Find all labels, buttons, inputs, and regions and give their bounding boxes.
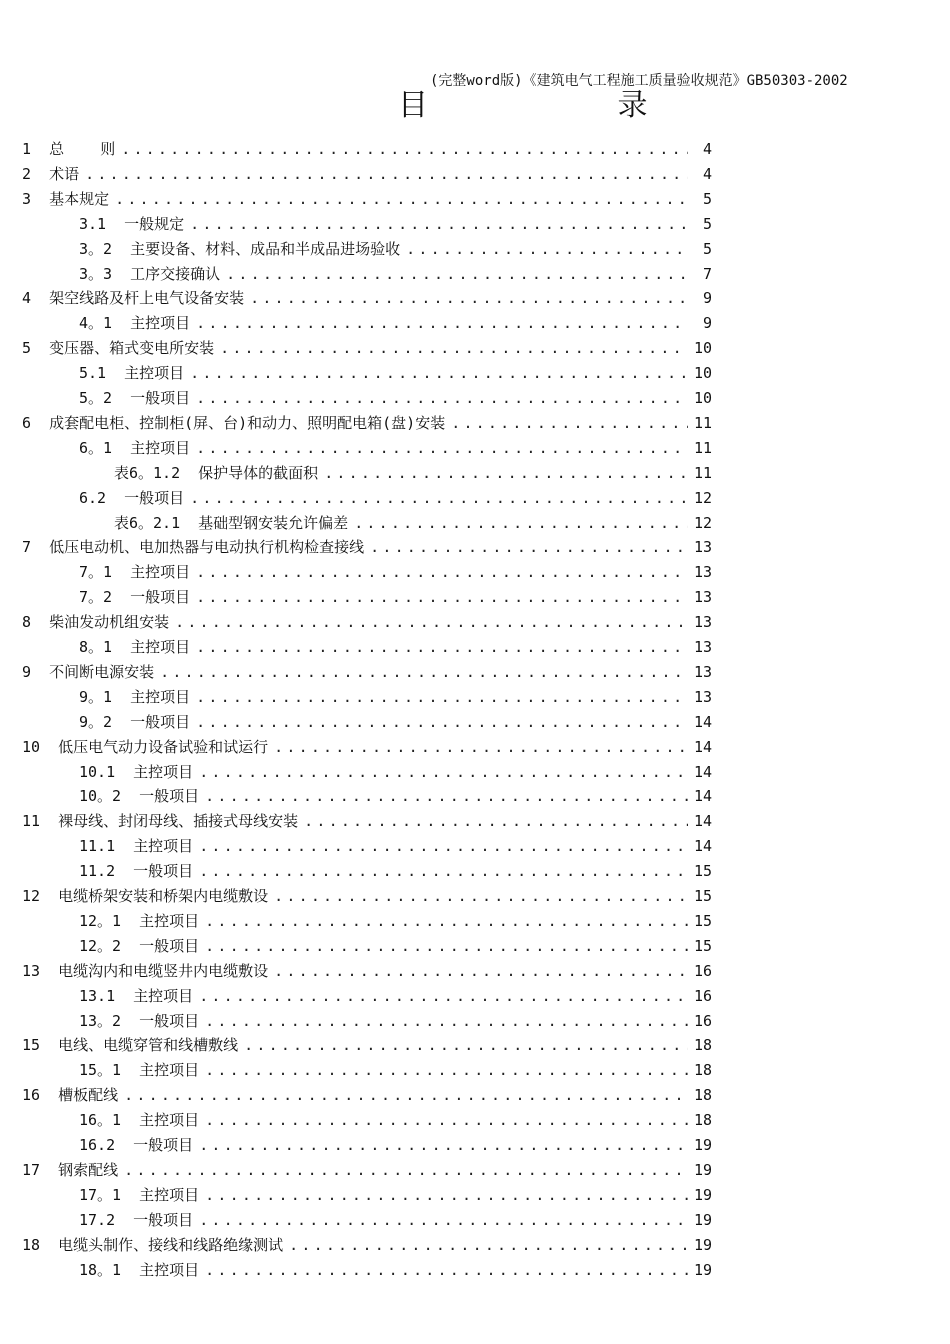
toc-entry-label: 表6。2.1 基础型钢安装允许偏差 (114, 513, 349, 532)
toc-entry-label: 12。2 一般项目 (79, 936, 200, 955)
toc-entry[interactable] (79, 934, 712, 959)
dot-leader (121, 137, 688, 162)
toc-entry[interactable] (22, 959, 712, 984)
toc-entry-page-number: 13 (693, 613, 712, 632)
toc-entry-label: 10。2 一般项目 (79, 787, 200, 806)
dot-leader (199, 1133, 688, 1158)
toc-entry[interactable] (22, 735, 712, 760)
toc-entry[interactable] (79, 710, 712, 735)
toc-entry-label: 6.2 一般项目 (79, 488, 185, 507)
dot-leader (160, 660, 688, 685)
dot-leader (196, 710, 688, 735)
toc-entry-page-number: 15 (693, 911, 712, 930)
dot-leader (196, 560, 688, 585)
toc-entry-label: 16。1 主控项目 (79, 1111, 200, 1130)
toc-entry[interactable] (22, 137, 712, 162)
toc-entry-page-number: 19 (693, 1210, 712, 1229)
toc-entry-label: 3。2 主要设备、材料、成品和半成品进场验收 (79, 239, 401, 258)
toc-entry-label: 7。1 主控项目 (79, 563, 191, 582)
dot-leader (196, 585, 688, 610)
toc-entry-label: 18。1 主控项目 (79, 1260, 200, 1279)
toc-entry-label: 10 低压电气动力设备试验和试运行 (22, 737, 269, 756)
toc-entry-page-number: 10 (693, 339, 712, 358)
toc-entry[interactable] (79, 237, 712, 262)
toc-entry-label: 7 低压电动机、电加热器与电动执行机构检查接线 (22, 538, 365, 557)
dot-leader (196, 436, 688, 461)
toc-entry-label: 13.1 主控项目 (79, 986, 194, 1005)
toc-entry[interactable] (79, 859, 712, 884)
toc-entry-page-number: 14 (693, 737, 712, 756)
dot-leader (274, 884, 688, 909)
toc-entry-page-number: 14 (693, 837, 712, 856)
dot-leader (226, 262, 688, 287)
toc-entry[interactable] (79, 909, 712, 934)
toc-entry-page-number: 19 (693, 1160, 712, 1179)
toc-entry-label: 10.1 主控项目 (79, 762, 194, 781)
toc-entry[interactable] (22, 610, 712, 635)
dot-leader (205, 1183, 688, 1208)
dot-leader (85, 162, 688, 187)
toc-entry-label: 3。3 工序交接确认 (79, 264, 221, 283)
toc-entry[interactable] (22, 336, 712, 361)
toc-entry-label: 4。1 主控项目 (79, 314, 191, 333)
dot-leader (199, 859, 688, 884)
toc-entry-page-number: 14 (693, 787, 712, 806)
toc-entry[interactable] (79, 1208, 712, 1233)
dot-leader (205, 909, 688, 934)
toc-entry-label: 11.1 主控项目 (79, 837, 194, 856)
dot-leader (196, 386, 688, 411)
dot-leader (244, 1033, 688, 1058)
toc-entry[interactable] (22, 1233, 712, 1258)
toc-entry-page-number: 10 (693, 389, 712, 407)
toc-entry-label: 16 槽板配线 (22, 1086, 119, 1105)
toc-entry-page-number: 19 (693, 1136, 712, 1154)
toc-entry-page-number: 14 (693, 712, 712, 731)
toc-entry[interactable] (22, 187, 712, 212)
toc-entry[interactable] (79, 1133, 712, 1158)
dot-leader (304, 809, 688, 834)
toc-entry-page-number: 19 (693, 1260, 712, 1279)
toc-entry-page-number: 4 (702, 164, 712, 183)
dot-leader (354, 511, 688, 536)
dot-leader (205, 1108, 688, 1133)
toc-entry[interactable] (79, 1058, 712, 1083)
toc-entry-page-number: 19 (693, 1235, 712, 1254)
dot-leader (196, 685, 688, 710)
toc-entry[interactable] (114, 461, 712, 486)
toc-entry-label: 15。1 主控项目 (79, 1061, 200, 1080)
toc-entry[interactable] (79, 760, 712, 785)
toc-entry[interactable] (79, 361, 712, 386)
toc-entry-page-number: 16 (693, 986, 712, 1005)
toc-entry[interactable] (79, 984, 712, 1009)
dot-leader (205, 934, 688, 959)
toc-entry[interactable] (79, 635, 712, 660)
toc-entry-label: 6 成套配电柜、控制柜(屏、台)和动力、照明配电箱(盘)安装 (22, 413, 446, 432)
dot-leader (190, 361, 688, 386)
toc-entry-page-number: 13 (693, 538, 712, 557)
toc-entry-label: 12。1 主控项目 (79, 911, 200, 930)
toc-entry-page-number: 16 (693, 961, 712, 980)
dot-leader (199, 834, 688, 859)
toc-entry-page-number: 14 (693, 762, 712, 781)
toc-entry[interactable] (114, 511, 712, 536)
toc-entry[interactable] (79, 311, 712, 336)
toc-entry[interactable] (22, 1158, 712, 1183)
toc-entry[interactable] (79, 486, 712, 511)
toc-entry[interactable] (79, 1108, 712, 1133)
dot-leader (196, 635, 688, 660)
toc-entry[interactable] (22, 1033, 712, 1058)
toc-entry-label: 6。1 主控项目 (79, 438, 191, 457)
dot-leader (205, 1058, 688, 1083)
toc-entry[interactable] (22, 884, 712, 909)
toc-entry-page-number: 5 (702, 214, 712, 233)
toc-entry[interactable] (22, 660, 712, 685)
toc-entry-page-number: 11 (693, 413, 712, 432)
toc-entry-label: 8。1 主控项目 (79, 638, 191, 656)
toc-entry-page-number: 13 (693, 638, 712, 656)
toc-entry-page-number: 18 (693, 1111, 712, 1130)
toc-entry-label: 3 基本规定 (22, 189, 110, 208)
toc-entry-label: 13 电缆沟内和电缆竖井内电缆敷设 (22, 961, 269, 980)
dot-leader (199, 760, 688, 785)
toc-entry-page-number: 5 (702, 189, 712, 208)
dot-leader (274, 959, 688, 984)
toc-entry-page-number: 19 (693, 1185, 712, 1204)
toc-entry-label: 5 变压器、箱式变电所安装 (22, 339, 215, 358)
toc-entry-page-number: 9 (702, 314, 712, 333)
toc-entry-page-number: 11 (693, 438, 712, 457)
toc-entry-label: 3.1 一般规定 (79, 214, 185, 233)
toc-entry[interactable] (79, 585, 712, 610)
toc-entry-label: 16.2 一般项目 (79, 1136, 194, 1154)
toc-entry-page-number: 12 (693, 513, 712, 532)
toc-entry[interactable] (79, 560, 712, 585)
toc-entry[interactable] (22, 535, 712, 560)
toc-entry[interactable] (79, 212, 712, 237)
dot-leader (205, 1258, 688, 1283)
toc-entry[interactable] (79, 262, 712, 287)
toc-entry[interactable] (79, 1009, 712, 1034)
toc-entry[interactable] (22, 162, 712, 187)
dot-leader (324, 461, 688, 486)
toc-entry-label: 15 电线、电缆穿管和线槽敷线 (22, 1036, 239, 1055)
toc-entry-page-number: 15 (693, 936, 712, 955)
toc-entry-page-number: 18 (693, 1086, 712, 1105)
toc-entry[interactable] (79, 1258, 712, 1283)
dot-leader (190, 212, 688, 237)
toc-entry[interactable] (79, 685, 712, 710)
toc-entry[interactable] (22, 411, 712, 436)
toc-entry-label: 9。2 一般项目 (79, 712, 191, 731)
toc-entry-label: 7。2 一般项目 (79, 588, 191, 607)
toc-entry-label: 2 术语 (22, 164, 80, 183)
toc-entry-page-number: 15 (693, 887, 712, 905)
toc-entry-page-number: 13 (693, 563, 712, 582)
page-title: 目 录 (398, 88, 738, 123)
dot-leader (124, 1158, 688, 1183)
toc-entry-page-number: 5 (702, 239, 712, 258)
toc-entry-label: 5.1 主控项目 (79, 364, 185, 383)
dot-leader (274, 735, 688, 760)
dot-leader (199, 984, 688, 1009)
dot-leader (451, 411, 688, 436)
toc-entry-label: 17 钢索配线 (22, 1160, 119, 1179)
toc-entry-page-number: 4 (702, 140, 712, 158)
toc-entry-page-number: 15 (693, 862, 712, 881)
dot-leader (175, 610, 688, 635)
toc-entry-label: 1 总 则 (22, 140, 116, 158)
document-header: (完整word版)《建筑电气工程施工质量验收规范》GB50303-2002 (430, 73, 848, 89)
dot-leader (289, 1233, 688, 1258)
toc-entry-label: 18 电缆头制作、接线和线路绝缘测试 (22, 1235, 284, 1254)
toc-entry-label: 9 不间断电源安装 (22, 662, 155, 681)
dot-leader (124, 1083, 688, 1108)
dot-leader (205, 1009, 688, 1034)
toc-entry[interactable] (22, 809, 712, 834)
toc-entry[interactable] (79, 386, 712, 411)
toc-entry[interactable] (79, 436, 712, 461)
toc-entry-label: 17。1 主控项目 (79, 1185, 200, 1204)
toc-entry-label: 11 裸母线、封闭母线、插接式母线安装 (22, 812, 299, 831)
dot-leader (199, 1208, 688, 1233)
toc-entry-page-number: 9 (702, 289, 712, 308)
toc-entry-page-number: 10 (693, 364, 712, 383)
toc-entry-label: 12 电缆桥架安装和桥架内电缆敷设 (22, 887, 269, 905)
toc-entry[interactable] (22, 286, 712, 311)
toc-entry-label: 13。2 一般项目 (79, 1011, 200, 1030)
dot-leader (370, 535, 688, 560)
toc-entry[interactable] (22, 1083, 712, 1108)
dot-leader (196, 311, 688, 336)
toc-entry-page-number: 13 (693, 687, 712, 706)
dot-leader (190, 486, 688, 511)
toc-entry-label: 4 架空线路及杆上电气设备安装 (22, 289, 245, 308)
dot-leader (250, 286, 688, 311)
toc-entry-label: 5。2 一般项目 (79, 389, 191, 407)
dot-leader (115, 187, 688, 212)
toc-entry-page-number: 18 (693, 1061, 712, 1080)
toc-entry-page-number: 11 (693, 463, 712, 482)
toc-entry-label: 17.2 一般项目 (79, 1210, 194, 1229)
toc-entry-page-number: 12 (693, 488, 712, 507)
toc-entry-page-number: 18 (693, 1036, 712, 1055)
toc-entry-page-number: 13 (693, 662, 712, 681)
toc-entry-label: 表6。1.2 保护导体的截面积 (114, 463, 319, 482)
dot-leader (220, 336, 688, 361)
toc-entry-label: 9。1 主控项目 (79, 687, 191, 706)
dot-leader (205, 784, 688, 809)
dot-leader (406, 237, 688, 262)
toc-entry-page-number: 7 (702, 264, 712, 283)
toc-entry[interactable] (79, 784, 712, 809)
toc-entry-label: 8 柴油发动机组安装 (22, 613, 170, 632)
toc-entry[interactable] (79, 834, 712, 859)
toc-entry[interactable] (79, 1183, 712, 1208)
toc-entry-label: 11.2 一般项目 (79, 862, 194, 881)
toc-entry-page-number: 14 (693, 812, 712, 831)
toc-entry-page-number: 16 (693, 1011, 712, 1030)
toc-entry-page-number: 13 (693, 588, 712, 607)
